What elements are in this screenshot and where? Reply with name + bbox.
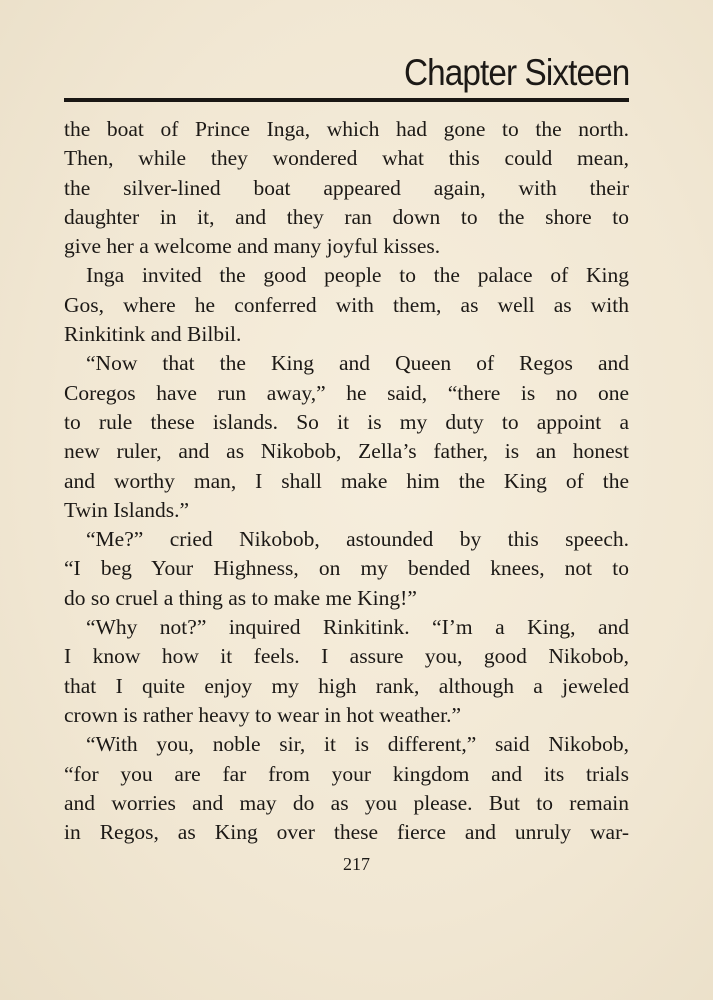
text-line: I know how it feels. I assure you, good Nikobob, — [64, 644, 629, 669]
text-line: Coregos have run away,” he said, “there is no one — [64, 380, 629, 405]
text-line: to rule these islands. So it is my duty to appoint a — [64, 409, 629, 434]
chapter-title: Chapter Sixteen — [403, 52, 629, 93]
text-line: the boat of Prince Inga, which had gone to the north. — [64, 117, 629, 141]
text-line: that I quite enjoy my high rank, although a jeweled — [64, 673, 629, 698]
text-line: Rinkitink and Bilbil. — [64, 322, 242, 347]
text-line: new ruler, and as Nikobob, Zella’s father, is an honest — [64, 439, 629, 464]
body-text — [64, 115, 629, 847]
text-line: “With you, noble sir, it is different,” said Nikobob, — [86, 732, 629, 757]
text-line: Inga invited the good people to the palace of King — [86, 263, 629, 288]
text-line: give her a welcome and many joyful kisses. — [64, 234, 441, 259]
running-head — [64, 52, 629, 102]
page-number: 217 — [343, 854, 370, 874]
text-line: and worries and may do as you please. But to remain — [64, 790, 629, 815]
text-line: “Me?” cried Nikobob, astounded by this speech. — [86, 527, 629, 552]
text-line: Twin Islands.” — [64, 497, 190, 522]
text-line: and worthy man, I shall make him the King of the — [64, 468, 629, 493]
text-line: in Regos, as King over these fierce and unruly war- — [64, 820, 629, 845]
text-line: do so cruel a thing as to make me King!” — [64, 585, 417, 610]
text-line: “Why not?” inquired Rinkitink. “I’m a King, and — [86, 615, 629, 640]
text-line: crown is rather heavy to wear in hot weather.” — [64, 702, 461, 727]
text-line: “for you are far from your kingdom and its trials — [64, 761, 629, 786]
text-line: “I beg Your Highness, on my bended knees, not to — [64, 556, 629, 581]
text-line: daughter in it, and they ran down to the shore to — [64, 204, 629, 229]
text-line: Then, while they wondered what this could mean, — [64, 146, 629, 171]
text-line: the silver-lined boat appeared again, with their — [64, 175, 629, 200]
text-line: “Now that the King and Queen of Regos and — [86, 351, 629, 376]
text-line: Gos, where he conferred with them, as well as with — [64, 292, 629, 317]
